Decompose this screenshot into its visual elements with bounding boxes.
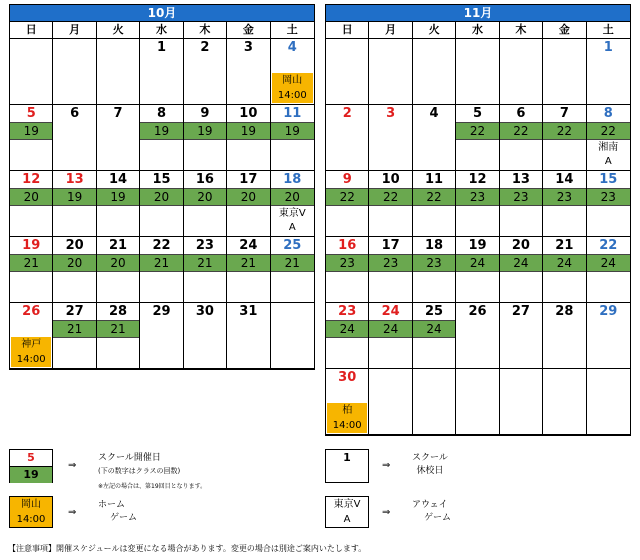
day-number: 1 — [603, 40, 613, 55]
day-number: 16 — [338, 238, 357, 253]
day-cell — [97, 303, 140, 369]
day-number: 10 — [381, 172, 400, 187]
legend-arrow: ⇒ — [68, 507, 77, 518]
home-kickoff-time: 14:00 — [16, 354, 46, 365]
day-number: 26 — [468, 304, 487, 319]
class-count: 21 — [271, 254, 314, 272]
day-cell — [227, 171, 270, 237]
day-number: 24 — [239, 238, 258, 253]
weekday-label: 水 — [456, 22, 499, 38]
legend-holiday-text — [412, 452, 448, 478]
day-cell — [97, 105, 140, 171]
day-cell — [227, 237, 270, 303]
class-count: 24 — [326, 320, 368, 338]
day-cell — [97, 39, 140, 105]
month-title: 10月 — [10, 5, 314, 22]
day-cell — [53, 237, 96, 303]
day-cell — [500, 369, 543, 435]
month-title: 11月 — [326, 5, 630, 22]
weekday-label: 木 — [500, 22, 543, 38]
legend-home-text — [98, 499, 137, 525]
class-count: 24 — [369, 320, 411, 338]
day-cell — [271, 105, 314, 171]
day-number: 13 — [511, 172, 530, 187]
day-cell — [326, 237, 369, 303]
day-cell — [500, 39, 543, 105]
day-cell — [10, 171, 53, 237]
day-cell — [456, 303, 499, 369]
legend-away-team: 東京V — [333, 499, 361, 510]
day-grid — [10, 39, 314, 369]
home-game — [11, 337, 51, 367]
day-number: 2 — [342, 106, 352, 121]
day-cell — [97, 171, 140, 237]
day-number: 19 — [468, 238, 487, 253]
class-count: 23 — [587, 188, 630, 206]
weekday-label: 土 — [602, 23, 614, 36]
class-count: 24 — [587, 254, 630, 272]
day-number: 24 — [381, 304, 400, 319]
day-number: 28 — [109, 304, 128, 319]
day-cell — [53, 171, 96, 237]
day-number: 7 — [113, 106, 123, 121]
class-count: 23 — [456, 188, 498, 206]
day-number: 27 — [65, 304, 84, 319]
weekday-label: 火 — [97, 22, 140, 38]
home-opponent: 神戸 — [21, 339, 42, 350]
day-cell — [271, 237, 314, 303]
day-number: 12 — [22, 172, 41, 187]
day-number: 16 — [195, 172, 214, 187]
day-number: 25 — [425, 304, 444, 319]
day-cell — [140, 105, 183, 171]
day-cell — [456, 105, 499, 171]
home-opponent: 岡山 — [282, 75, 303, 86]
legend-away-box — [325, 496, 369, 528]
day-cell — [500, 237, 543, 303]
day-number: 17 — [239, 172, 258, 187]
october-calendar — [9, 4, 315, 370]
day-cell — [413, 237, 456, 303]
november-calendar — [325, 4, 631, 436]
class-count: 22 — [413, 188, 455, 206]
legend-home-box — [9, 496, 53, 528]
day-cell — [97, 237, 140, 303]
day-number: 5 — [26, 106, 36, 121]
day-number: 19 — [22, 238, 41, 253]
day-number: 23 — [338, 304, 357, 319]
class-count: 20 — [227, 188, 269, 206]
class-count: 22 — [587, 122, 630, 140]
day-number: 18 — [425, 238, 444, 253]
day-grid — [326, 39, 630, 435]
class-count: 21 — [184, 254, 226, 272]
class-count: 22 — [456, 122, 498, 140]
weekday-label: 日 — [326, 22, 369, 38]
day-cell — [587, 39, 630, 105]
day-cell — [140, 237, 183, 303]
day-number: 3 — [243, 40, 253, 55]
day-number: 2 — [200, 40, 210, 55]
away-game — [587, 141, 630, 169]
weekday-label: 金 — [543, 22, 586, 38]
day-cell — [500, 171, 543, 237]
day-number: 4 — [287, 40, 297, 55]
day-number: 20 — [65, 238, 84, 253]
day-number: 9 — [200, 106, 210, 121]
legend-footnote: ※左記の場合は、第19回目となります。 — [98, 483, 207, 490]
day-cell — [140, 171, 183, 237]
day-cell — [369, 105, 412, 171]
day-cell — [543, 369, 586, 435]
home-kickoff-time: 14:00 — [277, 90, 307, 101]
day-cell — [543, 303, 586, 369]
class-count: 23 — [500, 188, 542, 206]
day-cell — [587, 171, 630, 237]
day-cell — [369, 369, 412, 435]
legend-label: アウェイ — [412, 500, 448, 510]
day-cell — [500, 105, 543, 171]
day-cell — [456, 369, 499, 435]
class-count: 19 — [140, 122, 182, 140]
weekday-header — [10, 22, 314, 39]
day-cell — [140, 39, 183, 105]
home-kickoff-time: 14:00 — [332, 420, 362, 431]
day-cell — [53, 303, 96, 369]
weekday-label: 月 — [369, 22, 412, 38]
day-number: 15 — [152, 172, 171, 187]
day-cell — [326, 171, 369, 237]
day-cell — [369, 39, 412, 105]
day-number: 30 — [338, 370, 357, 385]
day-number: 10 — [239, 106, 258, 121]
class-count: 19 — [271, 122, 314, 140]
legend-sublabel: ゲーム — [424, 513, 452, 523]
weekday-label: 金 — [227, 22, 270, 38]
day-cell — [227, 39, 270, 105]
day-number: 28 — [555, 304, 574, 319]
day-cell — [10, 303, 53, 369]
day-number: 6 — [516, 106, 526, 121]
legend-label: ホーム — [98, 500, 126, 510]
class-count: 19 — [227, 122, 269, 140]
day-number: 22 — [599, 238, 618, 253]
weekday-label: 火 — [413, 22, 456, 38]
legend-sublabel: (下の数字はクラスの回数) — [98, 467, 181, 475]
class-count: 21 — [227, 254, 269, 272]
day-cell — [227, 105, 270, 171]
legend-sublabel: 休校日 — [416, 466, 444, 476]
weekday-label: 木 — [184, 22, 227, 38]
class-count: 21 — [10, 254, 52, 272]
home-game — [272, 73, 313, 103]
day-number: 11 — [425, 172, 444, 187]
day-cell — [326, 369, 369, 435]
day-number: 8 — [603, 106, 613, 121]
day-number: 4 — [429, 106, 439, 121]
day-number: 20 — [511, 238, 530, 253]
weekday-label: 水 — [140, 22, 183, 38]
day-number: 25 — [283, 238, 302, 253]
legend-away-text — [412, 499, 451, 525]
day-cell — [271, 171, 314, 237]
class-count: 23 — [369, 254, 411, 272]
day-cell — [413, 105, 456, 171]
class-count: 19 — [184, 122, 226, 140]
day-cell — [271, 39, 314, 105]
day-cell — [413, 369, 456, 435]
day-cell — [500, 303, 543, 369]
class-count: 20 — [10, 188, 52, 206]
legend-school-day-text — [98, 452, 206, 493]
weekday-label: 日 — [10, 22, 53, 38]
day-number: 27 — [511, 304, 530, 319]
day-number: 3 — [386, 106, 396, 121]
legend-label: スクール — [412, 453, 448, 463]
day-cell — [456, 171, 499, 237]
day-cell — [326, 303, 369, 369]
legend-away-mark: A — [343, 514, 351, 525]
class-count: 20 — [184, 188, 226, 206]
day-number: 21 — [555, 238, 574, 253]
class-count: 19 — [10, 122, 52, 140]
day-cell — [543, 39, 586, 105]
day-number: 12 — [468, 172, 487, 187]
day-cell — [184, 39, 227, 105]
legend-arrow: ⇒ — [68, 460, 77, 471]
day-number: 29 — [599, 304, 618, 319]
day-number: 30 — [195, 304, 214, 319]
day-cell — [587, 369, 630, 435]
home-opponent: 柏 — [342, 405, 353, 416]
day-number: 22 — [152, 238, 171, 253]
day-cell — [543, 171, 586, 237]
weekday-header — [326, 22, 630, 39]
class-count: 23 — [413, 254, 455, 272]
day-cell — [587, 303, 630, 369]
class-count: 20 — [53, 254, 95, 272]
class-count: 20 — [271, 188, 314, 206]
day-cell — [227, 303, 270, 369]
away-mark: A — [604, 156, 612, 167]
day-cell — [587, 237, 630, 303]
class-count: 22 — [369, 188, 411, 206]
day-number: 23 — [195, 238, 214, 253]
class-count: 22 — [326, 188, 368, 206]
day-cell — [10, 105, 53, 171]
class-count: 21 — [140, 254, 182, 272]
day-number: 29 — [152, 304, 171, 319]
day-cell — [456, 237, 499, 303]
home-game — [327, 403, 367, 433]
day-cell — [543, 105, 586, 171]
day-number: 15 — [599, 172, 618, 187]
class-count: 19 — [53, 188, 95, 206]
legend-class-number: 19 — [10, 466, 52, 483]
class-count: 20 — [140, 188, 182, 206]
class-count: 22 — [543, 122, 585, 140]
day-cell — [369, 237, 412, 303]
class-count: 24 — [543, 254, 585, 272]
day-number: 31 — [239, 304, 258, 319]
day-number: 21 — [109, 238, 128, 253]
legend-home-team: 岡山 — [21, 499, 41, 510]
away-game — [271, 207, 314, 235]
day-number: 17 — [381, 238, 400, 253]
legend-day-number: 5 — [27, 451, 35, 464]
day-number: 9 — [342, 172, 352, 187]
day-number: 8 — [156, 106, 167, 121]
day-cell — [543, 237, 586, 303]
day-number: 1 — [156, 40, 167, 55]
day-number: 5 — [472, 106, 483, 121]
day-cell — [413, 171, 456, 237]
day-number: 18 — [283, 172, 302, 187]
legend-arrow: ⇒ — [382, 507, 391, 518]
day-number: 11 — [283, 106, 302, 121]
class-count: 23 — [326, 254, 368, 272]
day-cell — [184, 171, 227, 237]
weekday-label: 月 — [53, 22, 96, 38]
day-cell — [53, 105, 96, 171]
day-number: 14 — [109, 172, 128, 187]
away-mark: A — [288, 222, 296, 233]
class-count: 24 — [456, 254, 498, 272]
legend-home-time: 14:00 — [16, 514, 46, 525]
legend-day-number: 1 — [343, 451, 351, 464]
class-count: 23 — [543, 188, 585, 206]
class-count: 20 — [97, 254, 139, 272]
class-count: 19 — [97, 188, 139, 206]
day-cell — [587, 105, 630, 171]
weekday-label: 土 — [286, 23, 298, 36]
day-number: 6 — [70, 106, 80, 121]
notice-text: 【注意事項】開催スケジュールは変更になる場合があります。変更の場合は別途ご案内いたします。 — [8, 544, 367, 553]
day-cell — [326, 39, 369, 105]
day-cell — [10, 237, 53, 303]
day-cell — [184, 105, 227, 171]
day-cell — [369, 303, 412, 369]
legend-school-day-box — [9, 449, 53, 483]
class-count: 21 — [53, 320, 95, 338]
day-number: 13 — [65, 172, 84, 187]
day-cell — [140, 303, 183, 369]
class-count: 22 — [500, 122, 542, 140]
class-count: 24 — [500, 254, 542, 272]
day-number: 7 — [559, 106, 569, 121]
day-cell — [456, 39, 499, 105]
legend-arrow: ⇒ — [382, 460, 391, 471]
day-cell — [184, 303, 227, 369]
class-count: 24 — [413, 320, 455, 338]
legend-sublabel: ゲーム — [110, 513, 138, 523]
away-opponent: 湘南 — [598, 142, 619, 153]
day-cell — [326, 105, 369, 171]
day-number: 14 — [555, 172, 574, 187]
day-cell — [10, 39, 53, 105]
day-cell — [413, 303, 456, 369]
class-count: 21 — [97, 320, 139, 338]
legend-holiday-box — [325, 449, 369, 483]
legend-label: スクール開催日 — [98, 453, 161, 463]
away-opponent: 東京V — [278, 208, 306, 219]
day-cell — [369, 171, 412, 237]
day-cell — [53, 39, 96, 105]
day-cell — [184, 237, 227, 303]
day-cell — [271, 303, 314, 369]
day-number: 26 — [22, 304, 41, 319]
day-cell — [413, 39, 456, 105]
